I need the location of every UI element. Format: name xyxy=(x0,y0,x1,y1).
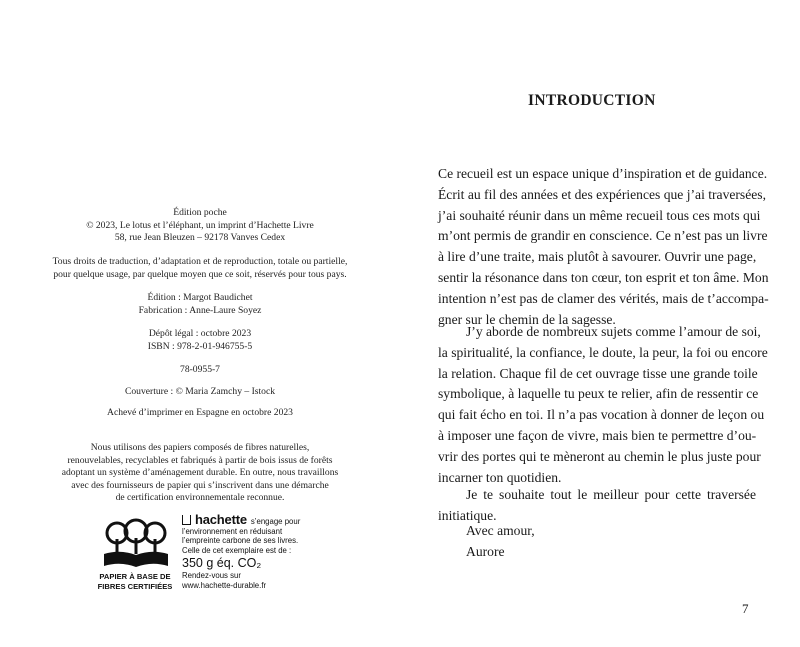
edition-block xyxy=(0,207,400,245)
text-line: incarner ton quotidien. xyxy=(438,469,562,485)
commitment-line: l’environnement en réduisant xyxy=(182,526,283,536)
brand-name: hachette xyxy=(195,512,247,527)
legal-deposit: Dépôt légal : octobre 2023 xyxy=(148,328,252,339)
page-title: INTRODUCTION xyxy=(528,92,656,109)
rights-line: pour quelque usage, par quelque moyen que ce soit, réservés pour tous pays. xyxy=(53,268,347,280)
trees-on-book-icon xyxy=(100,517,172,569)
website-link: www.hachette-durable.fr xyxy=(182,580,267,590)
text-line: Écrit au fil des années et des expériences que j’ai traversées, xyxy=(438,186,766,202)
edition-label: Édition poche xyxy=(173,207,227,218)
text-line: la relation. Chaque fil de cet ouvrage tisse une grande toile xyxy=(438,365,758,381)
carbon-footprint: 350 g éq. CO₂ xyxy=(182,556,262,571)
text-line: j’ai souhaité réunir dans un même recueil tous ces mots qui xyxy=(438,207,761,223)
text-line: à imposer une façon de vivre, mais bien te permettre d’ou- xyxy=(438,427,757,443)
signoff xyxy=(466,521,535,563)
commitment-line: l’empreinte carbone de ses livres. xyxy=(182,536,299,546)
eco-commitment xyxy=(182,514,300,591)
text-line: à lire d’une traite, mais plutôt à savourer. Ouvrir une page, xyxy=(438,249,757,265)
publisher-address: 58, rue Jean Bleuzen – 92178 Vanves Cedex xyxy=(114,232,286,243)
hachette-h-icon xyxy=(182,515,191,525)
text-line: Je te souhaite tout le meilleur pour cette traversée xyxy=(466,487,756,502)
signoff-line: Avec amour, xyxy=(466,523,535,538)
environment-line: avec des fournisseurs de papier qui s’inscrivent dans une démarche xyxy=(71,479,329,491)
print-code: 78-0955-7 xyxy=(180,364,220,375)
fabrication-credit: Fabrication : Anne-Laure Soyez xyxy=(138,304,262,316)
text-line: la spiritualité, la confiance, le doute, la peur, la foi ou encore xyxy=(438,344,768,360)
rights-block xyxy=(0,256,400,281)
editorial-credits xyxy=(0,292,400,317)
eco-badge xyxy=(92,512,332,592)
paragraph-topics xyxy=(438,322,768,488)
environment-line: adoptant un système d’aménagement durable. En outre, nous travaillons xyxy=(61,467,339,478)
environment-statement xyxy=(0,442,400,505)
environment-line: Nous utilisons des papiers composés de fibres naturelles, xyxy=(90,442,310,453)
text-line: symbolique, à laquelle tu peux te relier, afin de ressentir ce xyxy=(438,386,759,402)
text-line: J’y aborde de nombreux sujets comme l’amour de soi, xyxy=(466,324,761,339)
more-info-line: Rendez-vous sur xyxy=(182,571,241,581)
text-line: initiatique. xyxy=(438,507,497,523)
cover-credit: Couverture : © Maria Zamchy – Istock xyxy=(124,386,276,397)
text-line: qui fait écho en toi. Il n’a pas vocation à donner de leçon ou xyxy=(438,407,765,423)
page-number: 7 xyxy=(742,601,749,616)
author-signature: Aurore xyxy=(466,543,505,559)
commitment-line: s’engage pour xyxy=(250,517,301,526)
rights-line: Tous droits de traduction, d’adaptation et de reproduction, totale ou partielle, xyxy=(52,256,348,267)
text-line: m’ont permis de grandir en conscience. Ce n’est pas un livre xyxy=(438,228,768,244)
text-line: Ce recueil est un espace unique d’inspiration et de guidance. xyxy=(438,166,768,181)
right-page-introduction xyxy=(400,0,800,647)
commitment-line: Celle de cet exemplaire est de : xyxy=(182,545,292,555)
isbn: ISBN : 978-2-01-946755-5 xyxy=(147,340,253,352)
text-line: gner sur le chemin de la sagesse. xyxy=(438,311,616,327)
legal-deposit-block xyxy=(0,328,400,353)
text-line: intention n’est pas de clamer des vérités, mais de t’accompa- xyxy=(438,290,769,306)
editor-credit: Édition : Margot Baudichet xyxy=(147,292,253,303)
eco-logo-caption: PAPIER À BASE DE FIBRES CERTIFIÉES xyxy=(97,572,173,591)
printing-note: Achevé d’imprimer en Espagne en octobre 2023 xyxy=(107,407,293,418)
environment-line: de certification environnementale reconnue. xyxy=(115,492,285,503)
copyright-line: © 2023, Le lotus et l’éléphant, un imprint d’Hachette Livre xyxy=(86,219,314,231)
text-line: vrir des portes qui te mèneront au chemin le plus juste pour xyxy=(438,448,761,464)
environment-line: renouvelables, recyclables et fabriqués à partir de bois issus de forêts xyxy=(67,454,333,466)
text-line: sentir la résonance dans ton cœur, ton esprit et ton âme. Mon xyxy=(438,269,769,285)
paragraph-intro xyxy=(438,164,769,330)
